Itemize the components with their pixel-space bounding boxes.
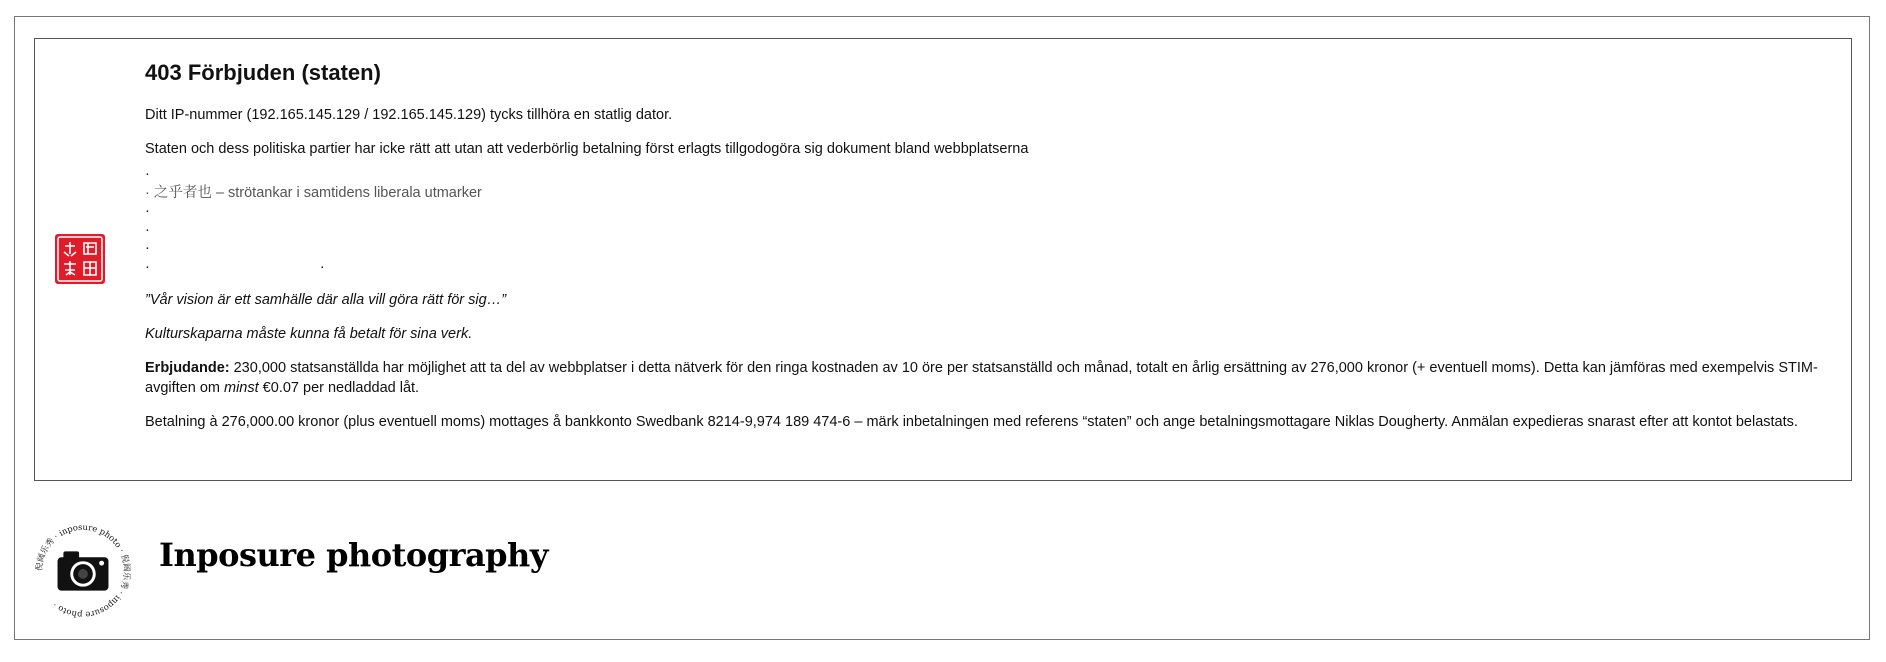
list-item: · <box>145 221 150 238</box>
payment-paragraph: Betalning à 276,000.00 kronor (plus eventuell moms) mottages å bankkonto Swedbank 8214-9,974 189 474-6 – märk inbetalningen med referens “staten” och ange betalningsmottagare Niklas Dougherty. Anmälan expedieras snarast efter att kontot belastats. <box>145 414 1798 430</box>
logo-ring-text: 倪阔乐秀 · inposure photo · 倪阔乐秀 · inposure photo · <box>34 522 132 620</box>
site-title-cjk: 之乎者也 <box>153 184 212 201</box>
culture-quote: Kulturskaparna måste kunna få betalt för sina verk. <box>145 326 473 342</box>
list-item: · <box>145 240 150 256</box>
list-item: · <box>145 203 150 219</box>
vision-quote: ”Vår vision är ett samhälle där alla vill göra rätt för sig…” <box>145 292 507 308</box>
rights-notice: Staten och dess politiska partier har icke rätt att utan att vederbörlig betalning först erlagts tillgodogöra sig dokument bland webbplatserna <box>145 141 1029 157</box>
brand-footer <box>34 522 548 622</box>
camera-icon <box>34 522 132 620</box>
website-list <box>145 165 1835 276</box>
offer-emphasis: minst <box>224 380 259 396</box>
list-item: · <box>145 166 150 182</box>
ip-notice: Ditt IP-nummer (192.165.145.129 / 192.165.145.129) tycks tillhöra en statlig dator. <box>145 107 673 123</box>
site-link[interactable]: · 之乎者也 – strötankar i samtidens liberala utmarker <box>145 184 482 201</box>
seal-icon <box>55 234 105 284</box>
message-body <box>145 59 1835 446</box>
offer-paragraph: Erbjudande: 230,000 statsanställda har möjlighet att ta del av webbplatser i detta nätverk för den ringa kostnaden av 10 öre per statsanställd och månad, totalt en årlig ersättning av 276,000 kronor (+ eventuell moms). Detta kan jämföras med exempelvis STIM-avgiften om minst €0.07 per nedladdad låt. <box>145 360 1818 396</box>
site-description: – strötankar i samtidens liberala utmarker <box>211 184 482 201</box>
error-panel <box>34 38 1852 481</box>
offer-label: Erbjudande: <box>145 360 230 376</box>
brand-name: Inposure photography <box>159 536 548 574</box>
list-item: · · <box>145 258 325 275</box>
page-title: 403 Förbjuden (staten) <box>145 60 381 85</box>
